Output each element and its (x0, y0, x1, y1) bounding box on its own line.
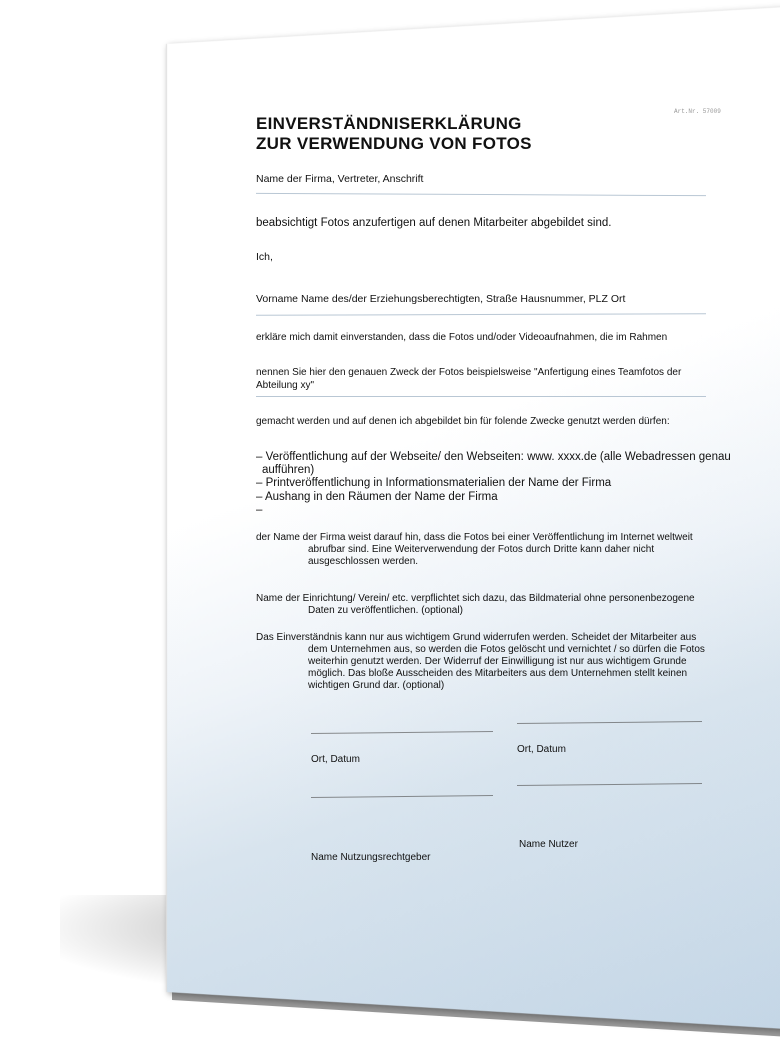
consent-text: erkläre mich damit einverstanden, dass die Fotos und/oder Videoaufnahmen, die im Rahmen (256, 332, 668, 343)
document-page (166, 7, 780, 1029)
sig-name-right-label: Name Nutzer (519, 839, 578, 850)
usage-item-4: – (256, 504, 263, 516)
usage-item-3: – Aushang in den Räumen der Name der Firma (256, 491, 498, 503)
revoke-line-4: möglich. Das bloße Ausscheiden des Mitarbeiters aus dem Unternehmen stellt keinen (308, 668, 688, 679)
purpose-field-label-1: nennen Sie hier den genauen Zweck der Fotos beispielsweise "Anfertigung eines Teamfotos der (256, 367, 682, 378)
title-line-1: EINVERSTÄNDNISERKLÄRUNG (256, 114, 522, 133)
sig-name-left-label: Name Nutzungsrechtgeber (311, 852, 431, 863)
purpose-field-line (256, 396, 706, 397)
usage-item-2: – Printveröffentlichung in Informationsmaterialien der Name der Firma (256, 477, 612, 489)
purpose-field-label-2: Abteilung xy" (256, 380, 315, 391)
obligation-line-2: Daten zu veröffentlichen. (optional) (308, 605, 463, 616)
intro-text: beabsichtigt Fotos anzufertigen auf denen Mitarbeiter abgebildet sind. (256, 217, 612, 229)
sig-place-right-label: Ort, Datum (517, 744, 566, 755)
obligation-line-1: Name der Einrichtung/ Verein/ etc. verpflichtet sich dazu, das Bildmaterial ohne personenbezogene (256, 593, 695, 604)
revoke-line-5: wichtigen Grund dar. (optional) (308, 680, 445, 691)
usage-item-1b: aufführen) (262, 464, 315, 476)
article-number: Art.Nr. 57009 (674, 108, 721, 115)
usage-item-1a: – Veröffentlichung auf der Webseite/ den Webseiten: www. xxxx.de (alle Webadressen genau (256, 451, 731, 463)
sig-place-left-label: Ort, Datum (311, 754, 360, 765)
revoke-line-1: Das Einverständnis kann nur aus wichtigem Grund widerrufen werden. Scheidet der Mitarbeiter aus (256, 632, 697, 643)
company-field-label: Name der Firma, Vertreter, Anschrift (256, 173, 424, 185)
notice-line-1: der Name der Firma weist darauf hin, dass die Fotos bei einer Veröffentlichung im Internet weltweit (256, 532, 693, 543)
ich-text: Ich, (256, 251, 273, 263)
document-title (256, 114, 532, 154)
revoke-line-3: weiterhin genutzt werden. Der Widerruf der Einwilligung ist nur aus wichtigem Grunde (308, 656, 687, 667)
usage-intro-text: gemacht werden und auf denen ich abgebildet bin für folende Zwecke genutzt werden dürfen: (256, 416, 670, 427)
notice-line-3: ausgeschlossen werden. (308, 556, 419, 567)
revoke-line-2: dem Unternehmen aus, so werden die Fotos gelöscht und vernichtet / so dürfen die Fotos (308, 644, 705, 655)
notice-line-2: abrufbar sind. Eine Weiterverwendung der Fotos durch Dritte kann daher nicht (308, 544, 655, 555)
guardian-field-label: Vorname Name des/der Erziehungsberechtigten, Straße Hausnummer, PLZ Ort (256, 293, 626, 305)
title-line-2: ZUR VERWENDUNG VON FOTOS (256, 134, 532, 153)
